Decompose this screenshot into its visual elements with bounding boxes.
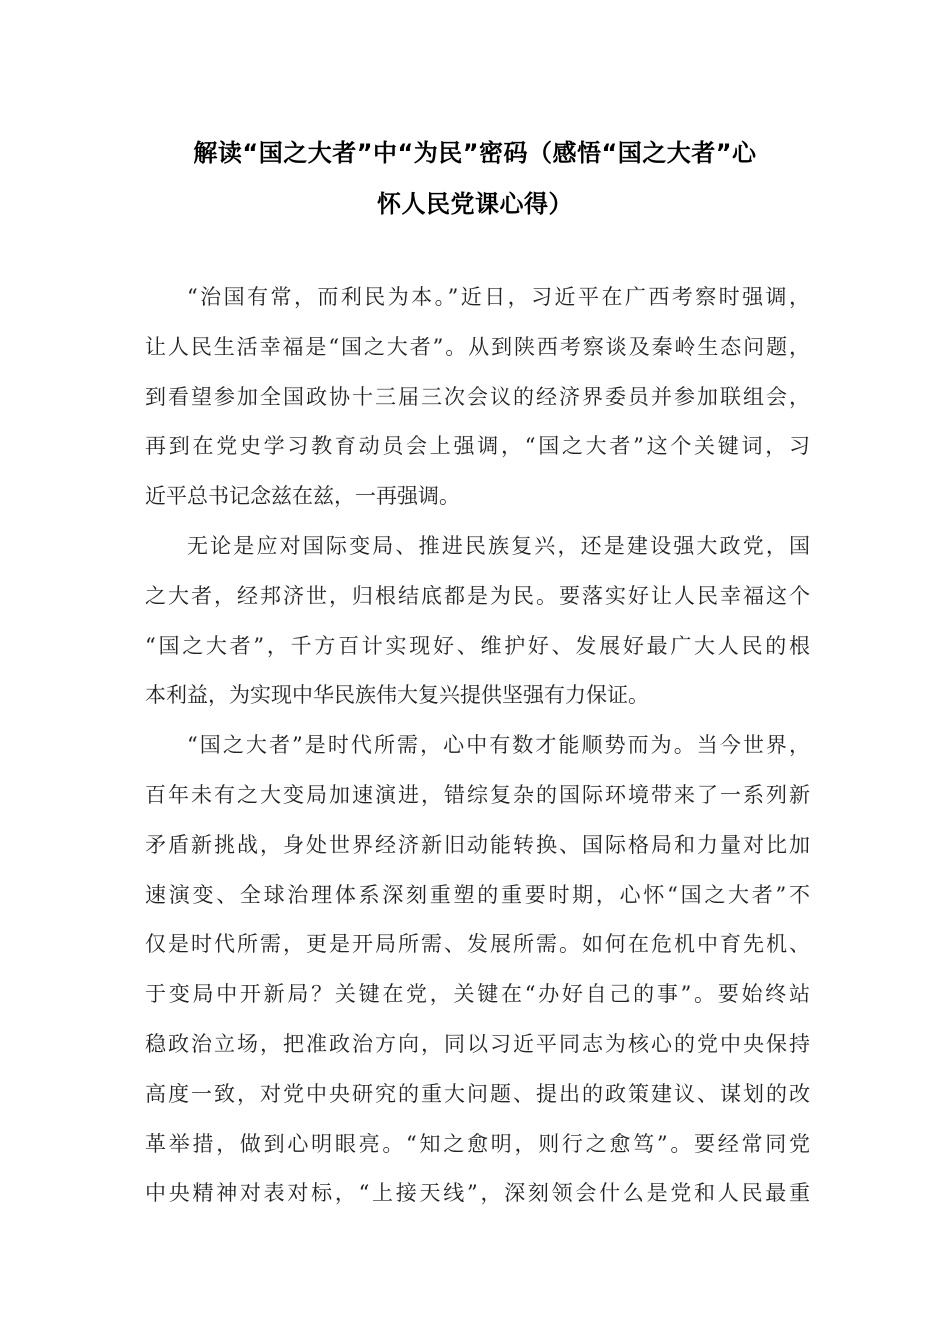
body-line: 高度一致，对党中央研究的重大问题、提出的政策建议、谋划的改 [145, 1081, 810, 1106]
body-line: 中央精神对表对标，“上接天线”，深刻领会什么是党和人民最重 [145, 1181, 810, 1206]
body-line: “治国有常，而利民为本。”近日，习近平在广西考察时强调， [187, 285, 810, 309]
body-line: 百年未有之大变局加速演进，错综复杂的国际环境带来了一系列新 [145, 782, 810, 807]
body-line: 仅是时代所需，更是开局所需、发展所需。如何在危机中育先机、 [145, 932, 810, 957]
title-line-2: 怀人民党课心得） [377, 190, 573, 218]
document-body [145, 273, 810, 1219]
body-line: 稳政治立场，把准政治方向，同以习近平同志为核心的党中央保持 [145, 1031, 810, 1056]
body-line: 到看望参加全国政协十三届三次会议的经济界委员并参加联组会， [145, 384, 810, 409]
body-line: 之大者，经邦济世，归根结底都是为民。要落实好让人民幸福这个 [145, 583, 810, 608]
body-line: 再到在党史学习教育动员会上强调，“国之大者”这个关键词，习 [145, 434, 810, 459]
body-line: 革举措，做到心明眼亮。“知之愈明，则行之愈笃”。要经常同党 [145, 1131, 810, 1156]
body-line: 矛盾新挑战，身处世界经济新旧动能转换、国际格局和力量对比加 [145, 832, 810, 857]
body-line: 本利益，为实现中华民族伟大复兴提供坚强有力保证。 [145, 683, 649, 708]
body-line: “国之大者”，千方百计实现好、维护好、发展好最广大人民的根 [145, 633, 810, 658]
title-line-1: 解读“国之大者”中“为民”密码（感悟“国之大者”心 [193, 139, 757, 167]
body-line: 于变局中开新局？关键在党，关键在“办好自己的事”。要始终站 [145, 982, 810, 1007]
body-line: 速演变、全球治理体系深刻重塑的重要时期，心怀“国之大者”不 [145, 882, 810, 907]
body-line: “国之大者”是时代所需，心中有数才能顺势而为。当今世界， [187, 733, 810, 758]
body-line: 让人民生活幸福是“国之大者”。从到陕西考察谈及秦岭生态问题， [145, 334, 810, 359]
document-title [140, 128, 810, 230]
body-line: 近平总书记念兹在兹，一再强调。 [145, 484, 460, 509]
body-line: 无论是应对国际变局、推进民族复兴，还是建设强大政党，国 [187, 533, 810, 558]
